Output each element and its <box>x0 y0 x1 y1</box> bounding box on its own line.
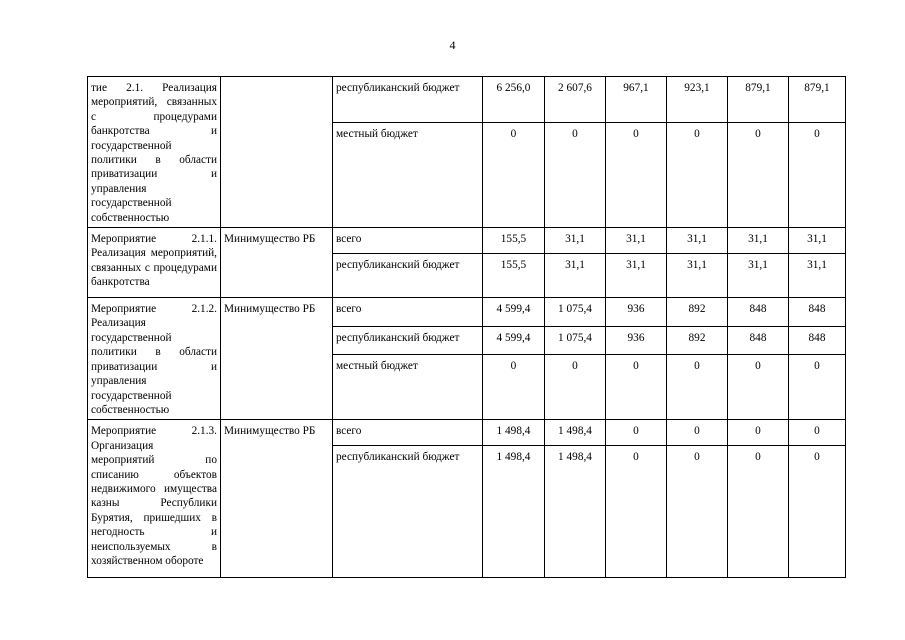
value-cell: 155,5 <box>483 228 545 254</box>
value-cell: 0 <box>667 420 728 446</box>
value-cell: 0 <box>606 123 667 228</box>
value-cell: 1 498,4 <box>545 446 606 578</box>
value-cell: 31,1 <box>667 254 728 298</box>
table-row <box>88 228 846 254</box>
value-cell: 0 <box>545 123 606 228</box>
value-cell: 31,1 <box>728 228 789 254</box>
value-cell: 0 <box>606 446 667 578</box>
value-cell: 892 <box>667 327 728 355</box>
executor-cell <box>221 77 333 228</box>
value-cell: 155,5 <box>483 254 545 298</box>
value-cell: 0 <box>789 355 846 420</box>
activity-name-cell: Мероприятие 2.1.2. Реализация государственной политики в области приватизации и управления государственной собственностью <box>88 298 221 420</box>
activity-name-cell: Мероприятие 2.1.1. Реализация мероприятий, связанных с процедурами банкротства <box>88 228 221 298</box>
budget-table <box>87 76 846 578</box>
value-cell: 879,1 <box>728 77 789 123</box>
value-cell: 4 599,4 <box>483 298 545 327</box>
value-cell: 31,1 <box>606 254 667 298</box>
source-cell: местный бюджет <box>333 123 483 228</box>
value-cell: 31,1 <box>789 254 846 298</box>
value-cell: 0 <box>789 123 846 228</box>
source-cell: всего <box>333 228 483 254</box>
value-cell: 1 498,4 <box>545 420 606 446</box>
source-cell: местный бюджет <box>333 355 483 420</box>
value-cell: 1 075,4 <box>545 298 606 327</box>
value-cell: 2 607,6 <box>545 77 606 123</box>
value-cell: 923,1 <box>667 77 728 123</box>
page-number: 4 <box>449 38 456 52</box>
source-cell: республиканский бюджет <box>333 254 483 298</box>
value-cell: 967,1 <box>606 77 667 123</box>
value-cell: 31,1 <box>545 254 606 298</box>
value-cell: 848 <box>789 327 846 355</box>
value-cell: 936 <box>606 327 667 355</box>
executor-cell: Минимущество РБ <box>221 420 333 578</box>
value-cell: 1 498,4 <box>483 420 545 446</box>
value-cell: 0 <box>667 123 728 228</box>
value-cell: 0 <box>789 446 846 578</box>
value-cell: 31,1 <box>728 254 789 298</box>
value-cell: 31,1 <box>545 228 606 254</box>
value-cell: 6 256,0 <box>483 77 545 123</box>
value-cell: 31,1 <box>606 228 667 254</box>
value-cell: 1 075,4 <box>545 327 606 355</box>
value-cell: 0 <box>667 355 728 420</box>
value-cell: 31,1 <box>789 228 846 254</box>
value-cell: 936 <box>606 298 667 327</box>
source-cell: республиканский бюджет <box>333 77 483 123</box>
value-cell: 0 <box>483 355 545 420</box>
value-cell: 31,1 <box>667 228 728 254</box>
executor-cell: Минимущество РБ <box>221 298 333 420</box>
value-cell: 1 498,4 <box>483 446 545 578</box>
source-cell: республиканский бюджет <box>333 327 483 355</box>
value-cell: 0 <box>728 446 789 578</box>
value-cell: 0 <box>728 420 789 446</box>
source-cell: всего <box>333 298 483 327</box>
value-cell: 848 <box>728 298 789 327</box>
value-cell: 879,1 <box>789 77 846 123</box>
value-cell: 892 <box>667 298 728 327</box>
executor-cell: Минимущество РБ <box>221 228 333 298</box>
value-cell: 848 <box>789 298 846 327</box>
value-cell: 0 <box>728 355 789 420</box>
value-cell: 0 <box>667 446 728 578</box>
activity-name-cell: тие 2.1. Реализация мероприятий, связанных с процедурами банкротства и государственной политики в области приватизации и управления государственной собственностью <box>88 77 221 228</box>
value-cell: 0 <box>606 355 667 420</box>
value-cell: 4 599,4 <box>483 327 545 355</box>
source-cell: республиканский бюджет <box>333 446 483 578</box>
activity-name-cell: Мероприятие 2.1.3. Организация мероприятий по списанию объектов недвижимого имущества казны Республики Бурятия, пришедших в негодность и неиспользуемых в хозяйственном обороте <box>88 420 221 578</box>
value-cell: 0 <box>728 123 789 228</box>
value-cell: 0 <box>789 420 846 446</box>
value-cell: 848 <box>728 327 789 355</box>
value-cell: 0 <box>545 355 606 420</box>
source-cell: всего <box>333 420 483 446</box>
table-row <box>88 77 846 123</box>
table-row <box>88 420 846 446</box>
value-cell: 0 <box>483 123 545 228</box>
table-row <box>88 298 846 327</box>
value-cell: 0 <box>606 420 667 446</box>
